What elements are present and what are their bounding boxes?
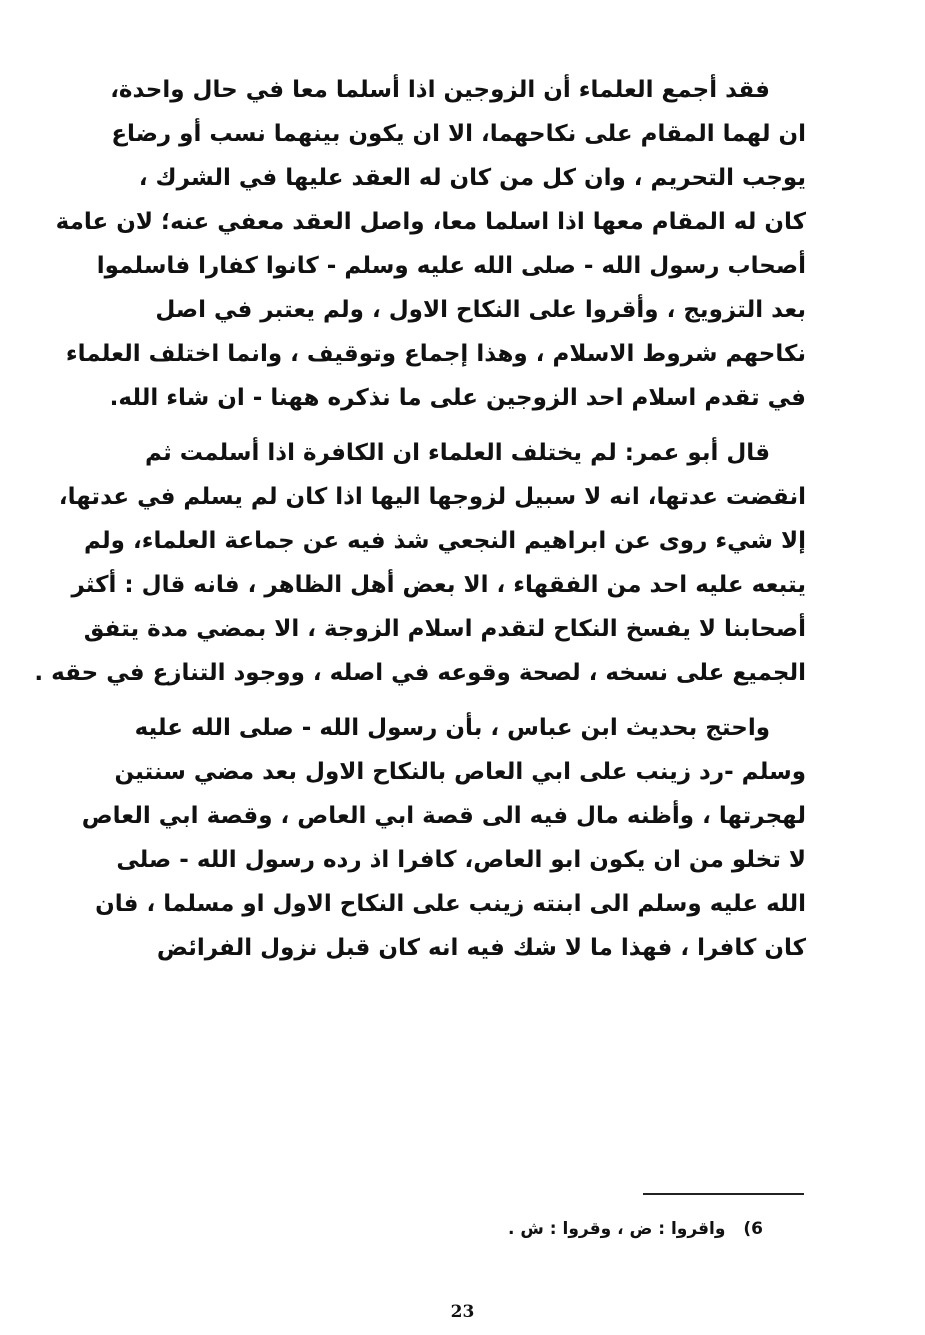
text-line: لا تخلو من ان يكون ابو العاص، كافرا اذ رده رسول الله - صلى — [116, 847, 806, 873]
paragraph-2 — [34, 431, 806, 695]
text-line: بعد التزويج ، وأقروا على النكاح الاول ، ولم يعتبر في اصل — [155, 297, 806, 323]
footnote — [508, 1214, 763, 1244]
footnote-text: واقروا : ض ، وقروا : ش . — [508, 1219, 726, 1239]
text-line: كان له المقام معها اذا اسلما معا، واصل العقد معفي عنه؛ لان عامة — [55, 209, 806, 235]
paragraph-3 — [81, 706, 806, 970]
footnote-divider — [643, 1193, 804, 1195]
text-line: نكاحهم شروط الاسلام ، وهذا إجماع وتوقيف ، وانما اختلف العلماء — [65, 341, 806, 367]
text-line: يتبعه عليه احد من الفقهاء ، الا بعض أهل الظاهر ، فانه قال : أكثر — [71, 572, 806, 598]
text-line: الله عليه وسلم الى ابنته زينب على النكاح الاول او مسلما ، فان — [95, 891, 806, 917]
text-line: في تقدم اسلام احد الزوجين على ما نذكره ههنا - ان شاء الله. — [109, 385, 806, 411]
page-number: 23 — [450, 1302, 475, 1322]
text-line: وسلم -رد زينب على ابي العاص بالنكاح الاول بعد مضي سنتين — [114, 759, 806, 785]
text-line: أصحاب رسول الله - صلى الله عليه وسلم - كانوا كفارا فاسلموا — [96, 253, 806, 279]
text-line: أصحابنا لا يفسخ النكاح لتقدم اسلام الزوجة ، الا بمضي مدة يتفق — [83, 616, 806, 642]
footnote-marker: 6) — [743, 1219, 763, 1239]
text-line: انقضت عدتها، انه لا سبيل لزوجها اليها اذا كان لم يسلم في عدتها، — [58, 484, 806, 510]
text-line: كان كافرا ، فهذا ما لا شك فيه انه كان قبل نزول الفرائض — [156, 935, 806, 961]
paragraph-1 — [55, 68, 806, 420]
text-line: لهجرتها ، وأظنه مال فيه الى قصة ابي العاص ، وقصة ابي العاص — [81, 803, 806, 829]
text-line: الجميع على نسخه ، لصحة وقوعه في اصله ، ووجود التنازع في حقه . — [34, 660, 806, 686]
main-text — [34, 68, 806, 981]
text-line: ان لهما المقام على نكاحهما، الا ان يكون بينهما نسب أو رضاع — [111, 121, 806, 147]
text-line: قال أبو عمر: لم يختلف العلماء ان الكافرة اذا أسلمت ثم — [145, 440, 770, 466]
text-line: فقد أجمع العلماء أن الزوجين اذا أسلما معا في حال واحدة، — [110, 77, 770, 103]
text-line: إلا شيء روى عن ابراهيم النجعي شذ فيه عن جماعة العلماء، ولم — [84, 528, 806, 554]
text-line: يوجب التحريم ، وان كل من كان له العقد عليها في الشرك ، — [138, 165, 806, 191]
text-line: واحتج بحديث ابن عباس ، بأن رسول الله - صلى الله عليه — [134, 715, 770, 741]
